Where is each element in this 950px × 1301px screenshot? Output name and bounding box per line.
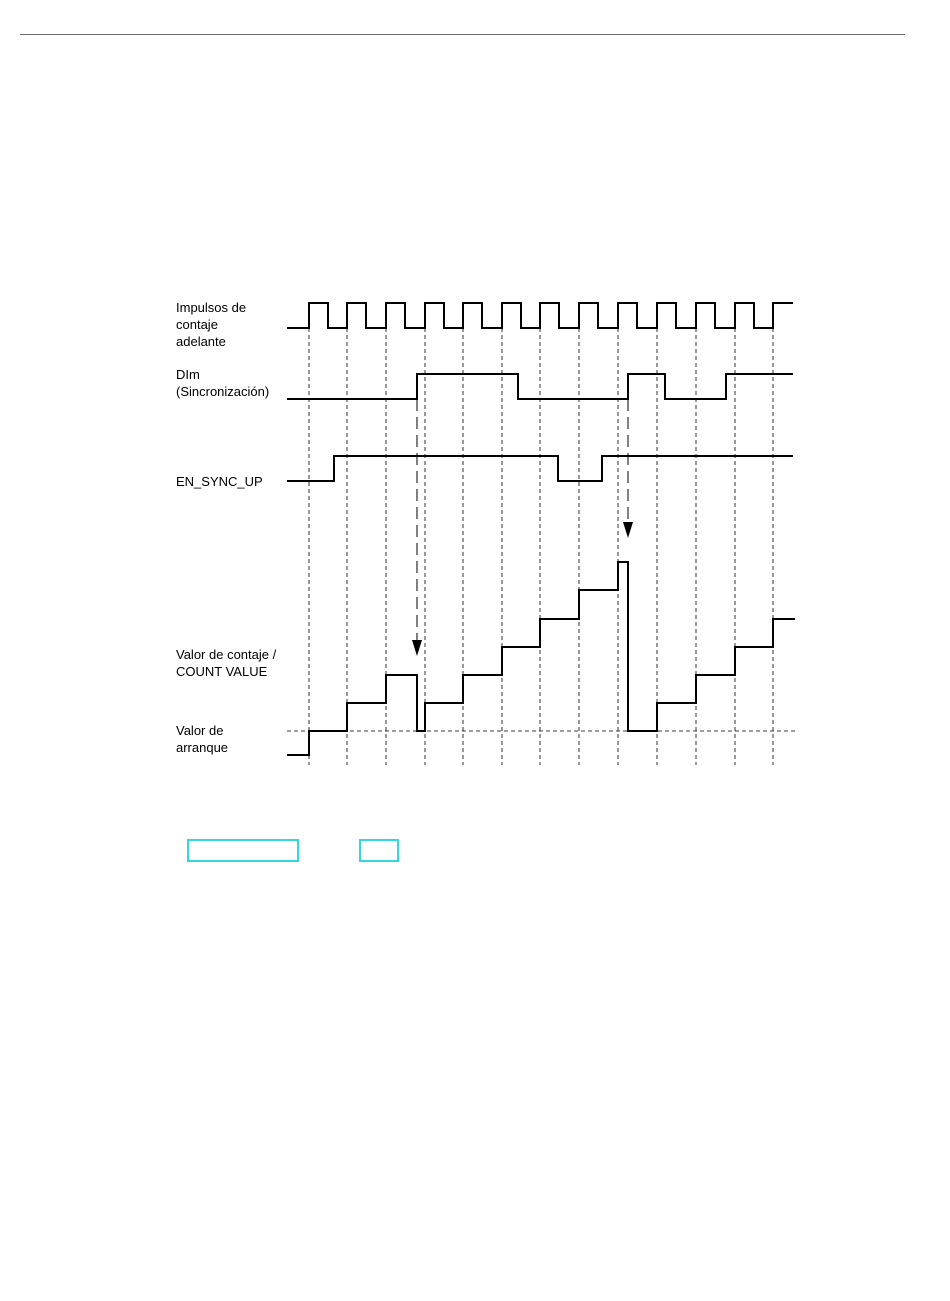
label-valor-arranque [176, 723, 228, 755]
label-valor-arranque-line-1: Valor de [176, 723, 224, 738]
label-valor-contaje [176, 647, 277, 679]
highlight-box [359, 839, 399, 862]
label-impulsos-line-2: contaje [176, 317, 218, 332]
label-impulsos-line-1: Impulsos de [176, 300, 247, 315]
label-dim-line-1: DIm [176, 367, 200, 382]
highlight-box [187, 839, 299, 862]
label-impulsos-line-3: adelante [176, 334, 226, 349]
signal-count-pulses [287, 303, 793, 328]
label-en-sync [176, 474, 263, 489]
label-valor-contaje-line-1: Valor de contaje / [176, 647, 277, 662]
sync-arrow-1 [412, 399, 422, 656]
signal-count-value [287, 562, 795, 755]
grid-lines [309, 328, 773, 765]
label-impulsos [176, 300, 246, 349]
label-dim [176, 367, 269, 399]
sync-arrow-2 [623, 399, 633, 538]
label-dim-line-2: (Sincronización) [176, 384, 270, 399]
label-valor-arranque-line-2: arranque [176, 740, 229, 755]
label-en-sync-line-1: EN_SYNC_UP [176, 474, 263, 489]
label-valor-contaje-line-2: COUNT VALUE [176, 664, 268, 679]
